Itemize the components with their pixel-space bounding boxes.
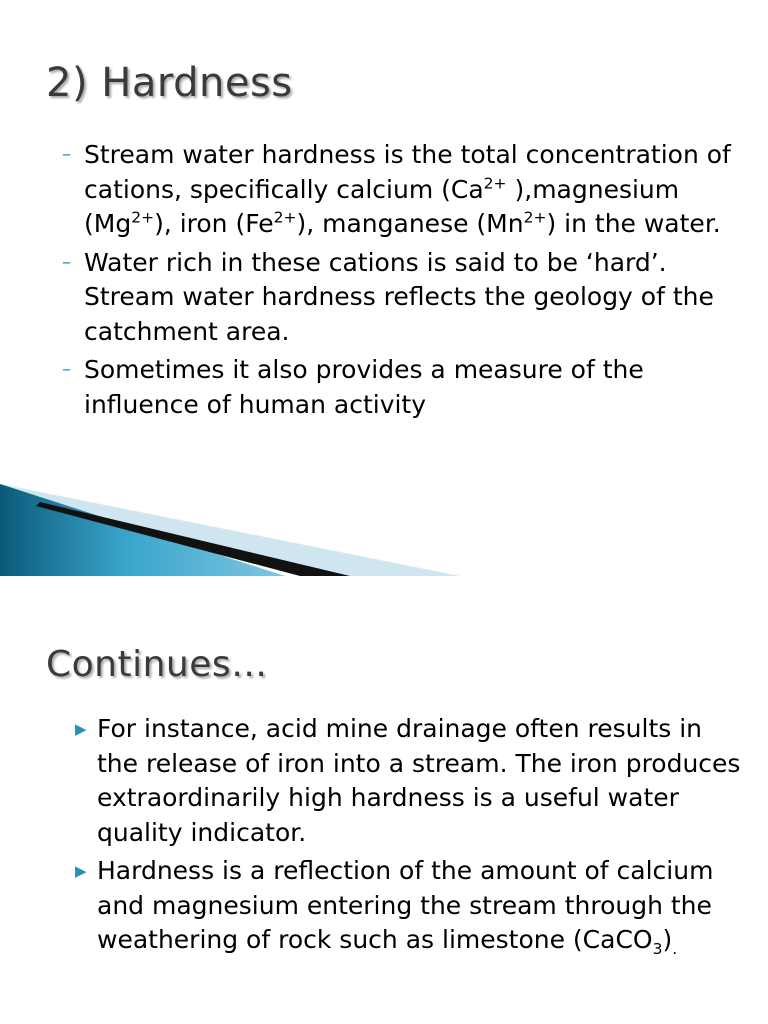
dash-bullet-icon: – [62, 144, 71, 165]
superscript-charge: 2+ [273, 208, 297, 227]
bullet-text-part: ) [662, 925, 673, 954]
superscript-charge: 2+ [523, 208, 547, 227]
bullet-item-human-activity [62, 353, 754, 422]
dash-bullet-icon: – [62, 251, 71, 273]
bullet-text-part: Hardness is a reflection of the amount of calcium and magnesium entering the stream through the weathering of rock such as limestone (CaCO [97, 856, 714, 954]
bullet-text-part: ) [514, 174, 525, 204]
triangle-bullet-icon: ▶ [75, 720, 87, 738]
bullet-text-part: ), manganese (Mn [296, 209, 524, 238]
bullet-item-cations [62, 138, 754, 242]
bullet-text-part: ), iron (Fe [154, 209, 274, 238]
superscript-charge: 2+ [483, 174, 507, 193]
bullet-text-part: Stream water hardness is the total concentration of cations, specifically calcium (Ca [84, 140, 731, 204]
bullet-text: For instance, acid mine drainage often results in the release of iron into a stream. The iron produces extraordinarily high hardness is a useful water quality indicator. [97, 714, 741, 847]
subscript-number: 3 [652, 940, 663, 958]
subscript-period: . [672, 940, 678, 958]
bullet-list [62, 138, 754, 426]
bullet-text: Water rich in these cations is said to be ‘hard’. Stream water hardness reflects the geology of the catchment area. [84, 247, 714, 346]
slide-title: Continues… [46, 644, 268, 685]
bullet-item-hard-water [62, 246, 754, 350]
bullet-text-part: ,magnesium (Mg [84, 174, 680, 238]
slide-title: 2) Hardness [46, 60, 293, 106]
superscript-charge: 2+ [131, 208, 155, 227]
bullet-item-acid-mine [75, 712, 747, 850]
triangle-bullet-icon: ▶ [75, 862, 87, 880]
dash-bullet-icon: – [62, 359, 71, 380]
bullet-list [75, 712, 747, 962]
bullet-text-part: ) in the water. [546, 209, 721, 238]
bullet-text: Sometimes it also provides a measure of the influence of human activity [84, 355, 644, 419]
bullet-item-limestone [75, 854, 747, 958]
swoosh-decoration [0, 484, 768, 576]
slide-continues [0, 576, 768, 1024]
